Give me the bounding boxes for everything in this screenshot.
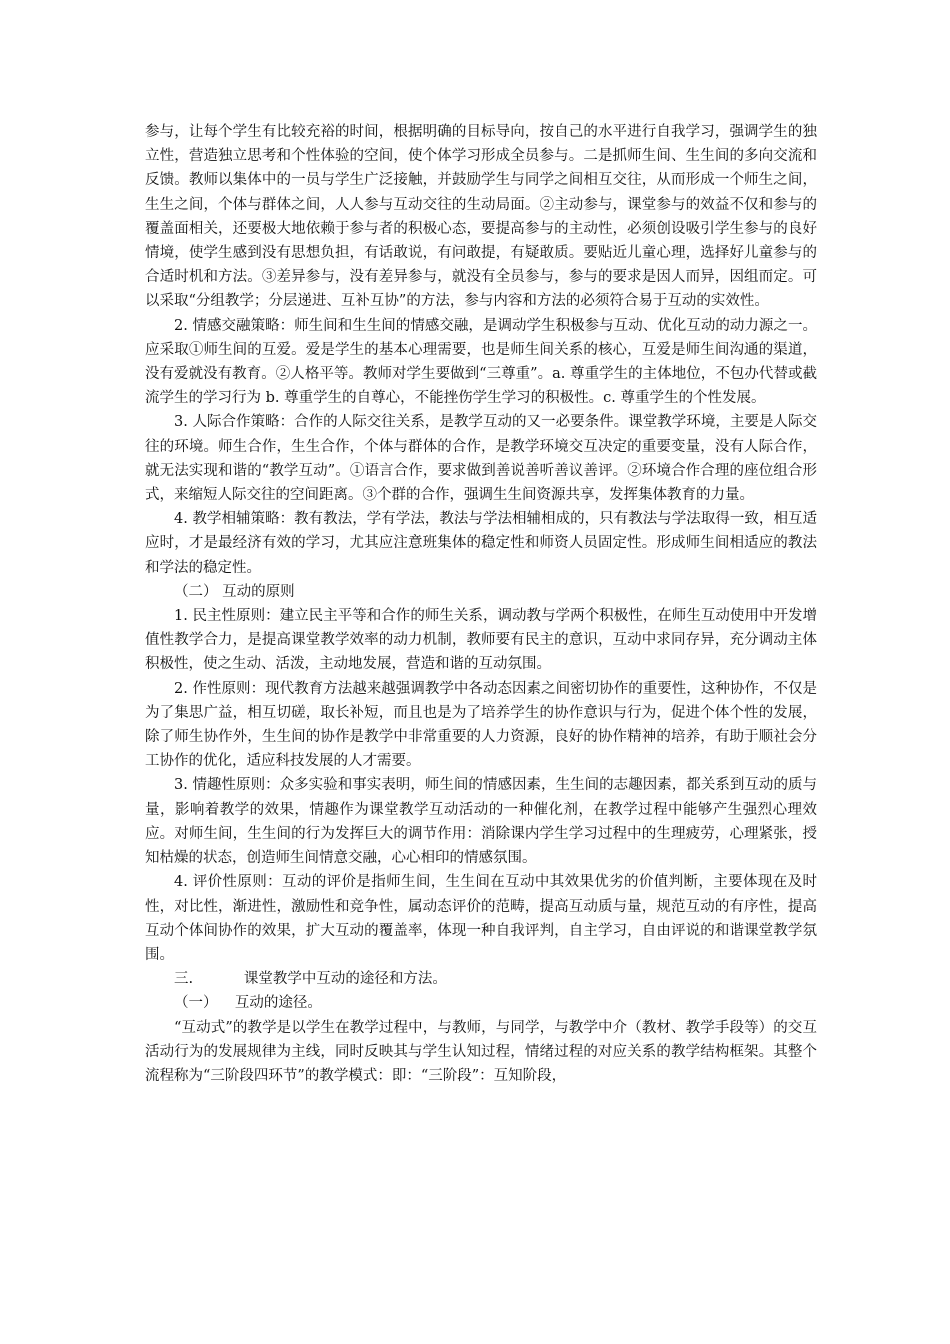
paragraph-teaching-strategy: 4. 教学相辅策略：教有教法，学有学法，教法与学法相辅相成的，只有教法与学法取得一致，相互适应时，才是最经济有效的学习，尤其应注意班集体的稳定性和师资人员固定性。形成师生间相适应的教法和学法的稳定性。	[145, 511, 817, 576]
paragraph-participation: 参与，让每个学生有比较充裕的时间，根据明确的目标导向，按自己的水平进行自我学习，强调学生的独立性，营造独立思考和个性体验的空间，使个体学习形成全员参与。二是抓师生间、生生间的多向交流和反馈。教师以集体中的一员与学生广泛接触，并鼓励学生与同学之间相互交往，从而形成一个师生之间，生生之间，个体与群体之间，人人参与互动交往的生动局面。②主动参与，课堂参与的效益不仅和参与的覆盖面相关，还要极大地依赖于参与者的积极心态，要提高参与的主动性，必须创设吸引学生参与的良好情境，使学生感到没有思想负担，有话敢说，有问敢提，有疑敢质。要贴近儿童心理，选择好儿童参与的合适时机和方法。③差异参与，没有差异参与，就没有全员参与，参与的要求是因人而异，因组而定。可以采取“分组教学；分层递进、互补互协”的方法，参与内容和方法的必须符合易于互动的实效性。	[145, 124, 817, 310]
section-heading-principles: （二） 互动的原则	[174, 583, 295, 600]
paragraph-evaluation-principle: 4. 评价性原则：互动的评价是指师生间，生生间在互动中其效果优劣的价值判断，主要体现在及时性，对比性，渐进性，激励性和竞争性，属动态评价的范畴，提高互动质与量，规范互动的有序性，提高互动个体间协作的效果，扩大互动的覆盖率，体现一种自我评判，自主学习，自由评说的和谐课堂教学氛围。	[145, 874, 817, 963]
paragraph-cooperation-principle: 2. 作性原则：现代教育方法越来越强调教学中各动态因素之间密切协作的重要性，这种协作，不仅是为了集思广益，相互切磋，取长补短，而且也是为了培养学生的协作意识与行为，促进个体个性的发展，除了师生协作外，生生间的协作是教学中非常重要的人力资源，良好的协作精神的培养，有助于顺社会分工协作的优化，适应科技发展的人才需要。	[145, 680, 817, 770]
section-title: 课堂教学中互动的途径和方法。	[243, 971, 447, 988]
paragraph-democracy-principle: 1. 民主性原则：建立民主平等和合作的师生关系，调动教与学两个积极性，在师生互动使用中开发增值性教学合力，是提高课堂教学效率的动力机制，教师要有民主的意识，互动中求同存异，充分调动主体积极性，使之生动、活泼，主动地发展，营造和谐的互动氛围。	[145, 608, 817, 673]
paragraph-interest-principle: 3. 情趣性原则：众多实验和事实表明，师生间的情感因素，生生间的志趣因素，都关系到互动的质与量，影响着教学的效果，情趣作为课堂教学互动活动的一种催化剂，在教学过程中能够产生强烈心理效应。对师生间，生生间的行为发挥巨大的调节作用：消除课内学生学习过程中的生理疲劳，心理紧张，授知枯燥的状态，创造师生间情意交融，心心相印的情感氛围。	[145, 777, 817, 867]
section-number: 三.	[174, 971, 194, 988]
subsection-number: （一）	[174, 995, 218, 1012]
subsection-title: 互动的途径。	[234, 995, 322, 1012]
paragraph-emotion-strategy: 2. 情感交融策略：师生间和生生间的情感交融，是调动学生积极参与互动、优化互动的动力源之一。应采取①师生间的互爱。爱是学生的基本心理需要，也是师生间关系的核心，互爱是师生间沟通的渠道，没有爱就没有教育。②人格平等。教师对学生要做到“三尊重”。a. 尊重学生的主体地位，不包办代替或截流学生的学习行为 b. 尊重学生的自尊心，不能挫伤学生学习的积极性。c. 尊重学生的个性发展。	[145, 317, 817, 407]
section-heading-methods	[145, 967, 817, 991]
document-page	[145, 120, 817, 1088]
paragraph-cooperation-strategy: 3. 人际合作策略：合作的人际交往关系，是教学互动的又一必要条件。课堂教学环境，主要是人际交往的环境。师生合作，生生合作，个体与群体的合作，是教学环境交互决定的重要变量，没有人际合作，就无法实现和谐的“教学互动”。①语言合作，要求做到善说善听善议善评。②环境合作合理的座位组合形式，来缩短人际交往的空间距离。③个群的合作，强调生生间资源共享，发挥集体教育的力量。	[145, 414, 817, 504]
subsection-heading-paths	[145, 991, 817, 1015]
paragraph-interactive-teaching: “互动式”的教学是以学生在教学过程中，与教师，与同学，与教学中介（教材、教学手段等）的交互活动行为的发展规律为主线，同时反映其与学生认知过程，情绪过程的对应关系的教学结构框架。其整个流程称为“三阶段四环节”的教学模式：即：“三阶段”：互知阶段，	[145, 1019, 817, 1084]
